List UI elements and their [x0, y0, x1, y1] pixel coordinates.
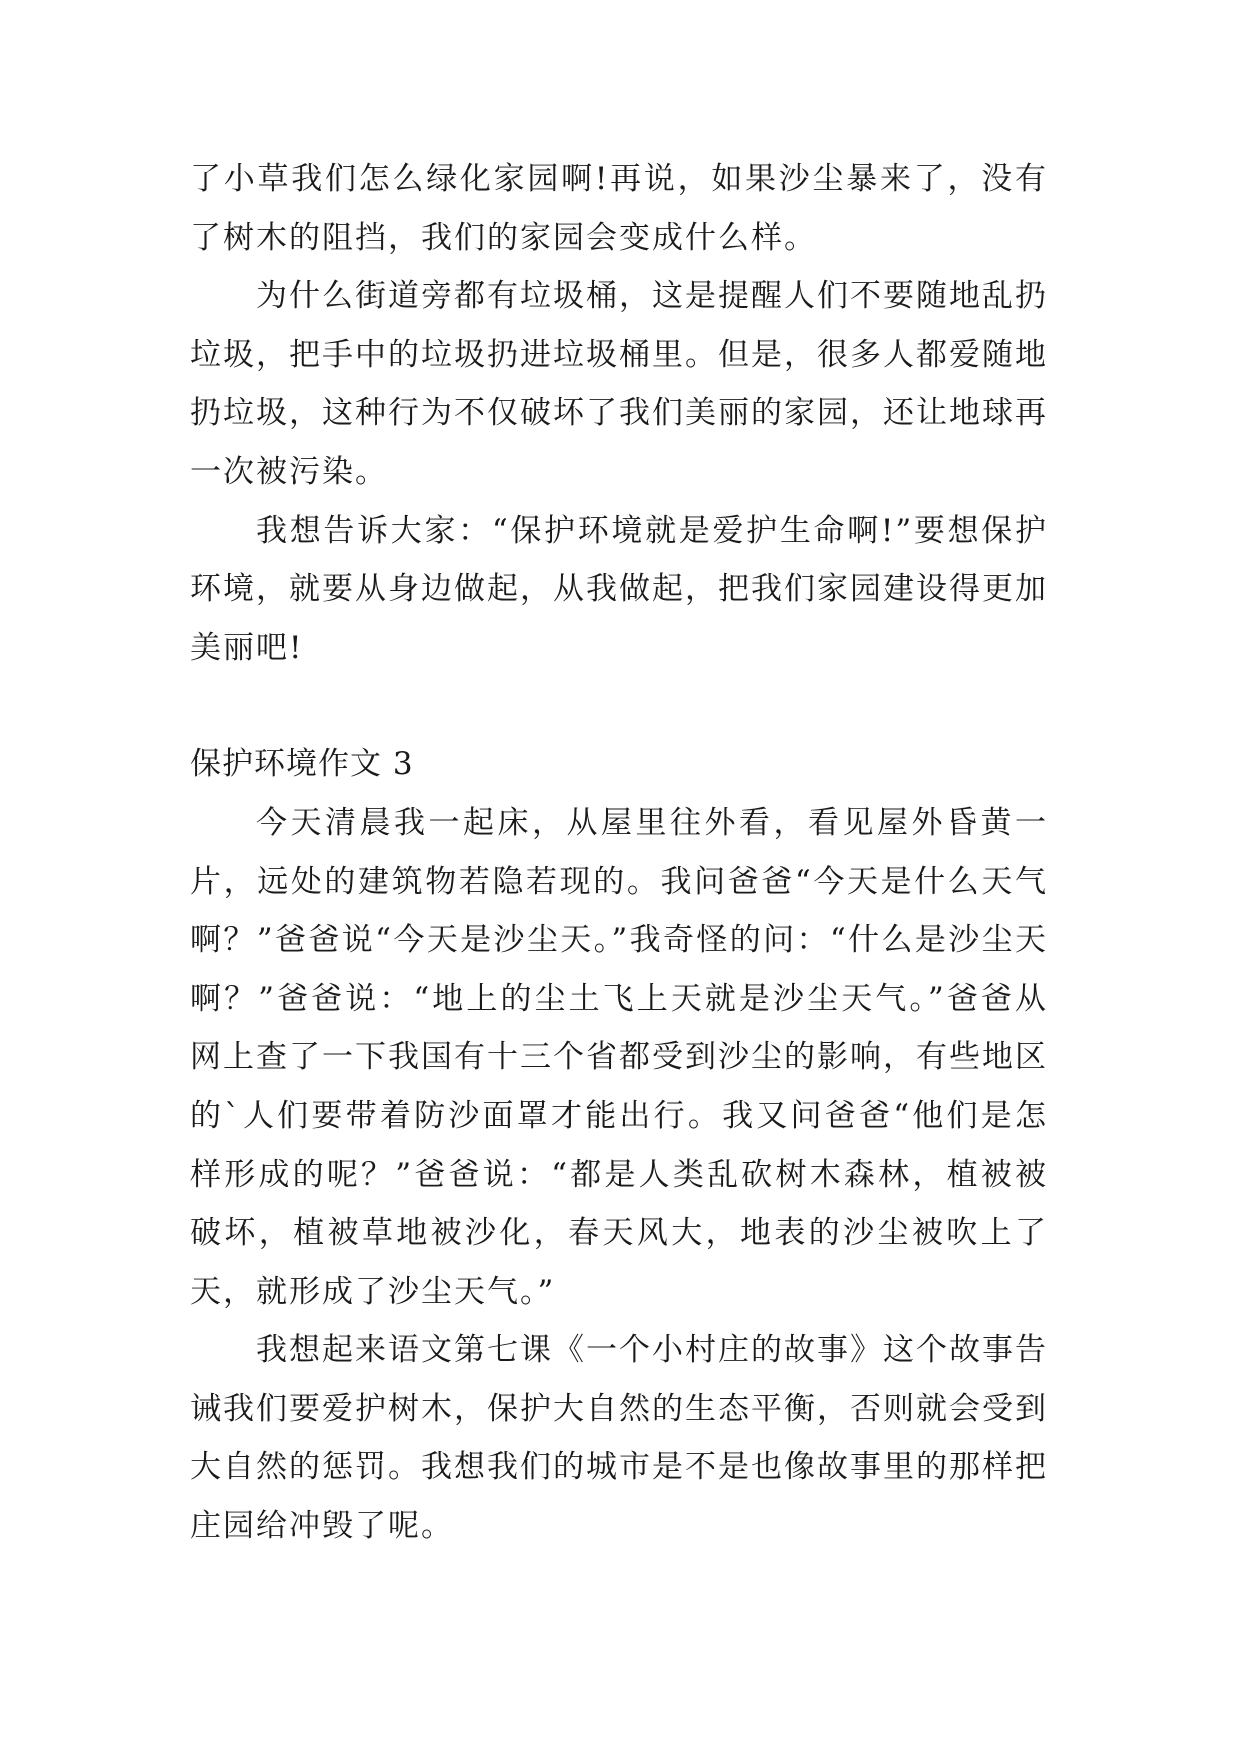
- document-body: [190, 150, 1048, 1556]
- paragraph-village-story: 我想起来语文第七课《一个小村庄的故事》这个故事告诫我们要爱护树木，保护大自然的生态平衡，否则就会受到大自然的惩罚。我想我们的城市是不是也像故事里的那样把庄园给冲毁了呢。: [190, 1332, 1048, 1545]
- paragraph-protect-environment: 我想告诉大家：“保护环境就是爱护生命啊!”要想保护环境，就要从身边做起，从我做起，把我们家园建设得更加美丽吧!: [190, 512, 1048, 666]
- section-title: 保护环境作文 3: [190, 746, 414, 783]
- paragraph-continued: 了小草我们怎么绿化家园啊!再说，如果沙尘暴来了，没有了树木的阻挡，我们的家园会变成什么样。: [190, 161, 1048, 256]
- paragraph-trash-bins: 为什么街道旁都有垃圾桶，这是提醒人们不要随地乱扔垃圾，把手中的垃圾扔进垃圾桶里。但是，很多人都爱随地扔垃圾，这种行为不仅破坏了我们美丽的家园，还让地球再一次被污染。: [190, 278, 1048, 490]
- paragraph-sandstorm: 今天清晨我一起床，从屋里往外看，看见屋外昏黄一片，远处的建筑物若隐若现的。我问爸爸“今天是什么天气啊？”爸爸说“今天是沙尘天。”我奇怪的问：“什么是沙尘天啊？”爸爸说：“地上的尘土飞上天就是沙尘天气。”爸爸从网上查了一下我国有十三个省都受到沙尘的影响，有些地区的`人们要带着防沙面罩才能出行。我又问爸爸“他们是怎样形成的呢？”爸爸说：“都是人类乱砍树木森林，植被被破坏，植被草地被沙化，春天风大，地表的沙尘被吹上了天，就形成了沙尘天气。”: [190, 804, 1048, 1310]
- section-gap: [190, 677, 1048, 735]
